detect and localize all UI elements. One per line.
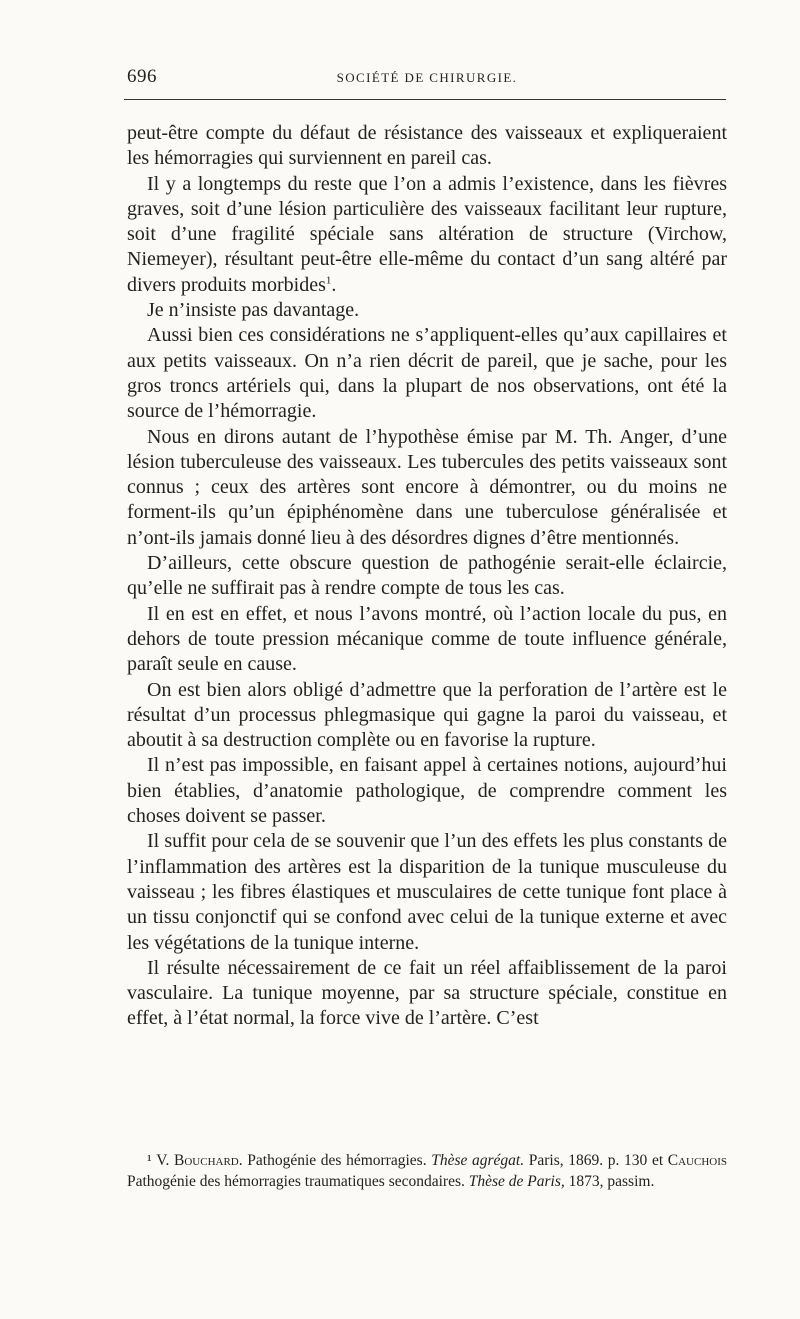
paragraph-text: Il y a longtemps du reste que l’on a admis l’existence, dans les fièvres graves, soit d’une lésion particulière des vaisseaux facilitant leur rupture, soit d’une fragilité spéciale sans altération de structure (Virchow, Niemeyer), résultant peut-être elle-même du contact d’un sang altéré par divers produits morbides bbox=[127, 172, 727, 296]
paragraph: Il suffit pour cela de se souvenir que l’un des effets les plus constants de l’inflammation des artères est la disparition de la tunique musculeuse du vaisseau ; les fibres élastiques et musculaires de cette tunique font place à un tissu conjonctif qui se confond avec celui de la tunique externe et avec les végétations de la tunique interne. bbox=[127, 830, 727, 954]
footnote-text: 1873, passim. bbox=[568, 1172, 655, 1190]
footnote-title-italic: Thèse agrégat. bbox=[431, 1152, 525, 1169]
paragraph: Il résulte nécessairement de ce fait un réel affaiblissement de la paroi vasculaire. La tunique moyenne, par sa structure spéciale, constitue en effet, à l’état normal, la force vive de l’artère. C’est bbox=[127, 956, 727, 1030]
paragraph bbox=[127, 172, 727, 298]
header-rule bbox=[124, 99, 726, 100]
paragraph: Nous en dirons autant de l’hypothèse émise par M. Th. Anger, d’une lésion tuberculeuse des vaisseaux. Les tubercules des petits vaisseaux sont connus ; ceux des artères sont encore à démontrer, ou du moins ne forment-ils qu’un épiphénomène dans une tuberculose généralisée et n’ont-ils jamais donné lieu à des désordres dignes d’être mentionnés. bbox=[127, 425, 727, 549]
footnote-marker: 1 bbox=[325, 274, 332, 287]
running-title: SOCIÉTÉ DE CHIRURGIE. bbox=[336, 70, 518, 85]
footnote bbox=[127, 1151, 727, 1192]
page-number: 696 bbox=[127, 66, 157, 87]
paragraph: Il en est en effet, et nous l’avons montré, où l’action locale du pus, en dehors de toute pression mécanique comme de toute influence générale, paraît seule en cause. bbox=[127, 602, 727, 676]
paragraph: On est bien alors obligé d’admettre que la perforation de l’artère est le résultat d’un processus phlegmasique qui gagne la paroi du vaisseau, et aboutit à sa destruction complète ou en favorise la rupture. bbox=[127, 678, 727, 752]
paragraph: Je n’insiste pas davantage. bbox=[147, 299, 360, 322]
footnote-number: ¹ bbox=[147, 1152, 152, 1169]
footnotes bbox=[127, 1151, 727, 1192]
page-header bbox=[127, 66, 727, 90]
footnote-author: V. Bouchard. bbox=[156, 1152, 243, 1169]
footnote-title: Pathogénie des hémorragies. bbox=[247, 1152, 427, 1169]
paragraph: Aussi bien ces considérations ne s’appliquent-elles qu’aux capillaires et aux petits vaisseaux. On n’a rien décrit de pareil, que je sache, pour les gros troncs artériels qui, dans la plupart de nos observations, ont été la source de l’hémorragie. bbox=[127, 324, 727, 423]
body-text bbox=[127, 121, 727, 1032]
footnote-title: Pathogénie des hémorragies traumatiques secondaires. bbox=[127, 1172, 465, 1190]
paragraph: Il n’est pas impossible, en faisant appel à certaines notions, aujourd’hui bien établies, d’anatomie pathologique, de comprendre comment les choses doivent se passer. bbox=[127, 754, 727, 828]
paragraph-end: . bbox=[331, 273, 337, 296]
paragraph: D’ailleurs, cette obscure question de pathogénie serait-elle éclaircie, qu’elle ne suffirait pas à rendre compte de tous les cas. bbox=[127, 552, 727, 600]
footnote-author: Cauchois bbox=[667, 1152, 727, 1169]
paragraph: peut-être compte du défaut de résistance des vaisseaux et expliqueraient les hémorragies qui surviennent en pareil cas. bbox=[127, 122, 727, 170]
footnote-text: Paris, 1869. p. 130 et bbox=[528, 1152, 664, 1169]
footnote-title-italic: Thèse de Paris, bbox=[468, 1172, 565, 1190]
